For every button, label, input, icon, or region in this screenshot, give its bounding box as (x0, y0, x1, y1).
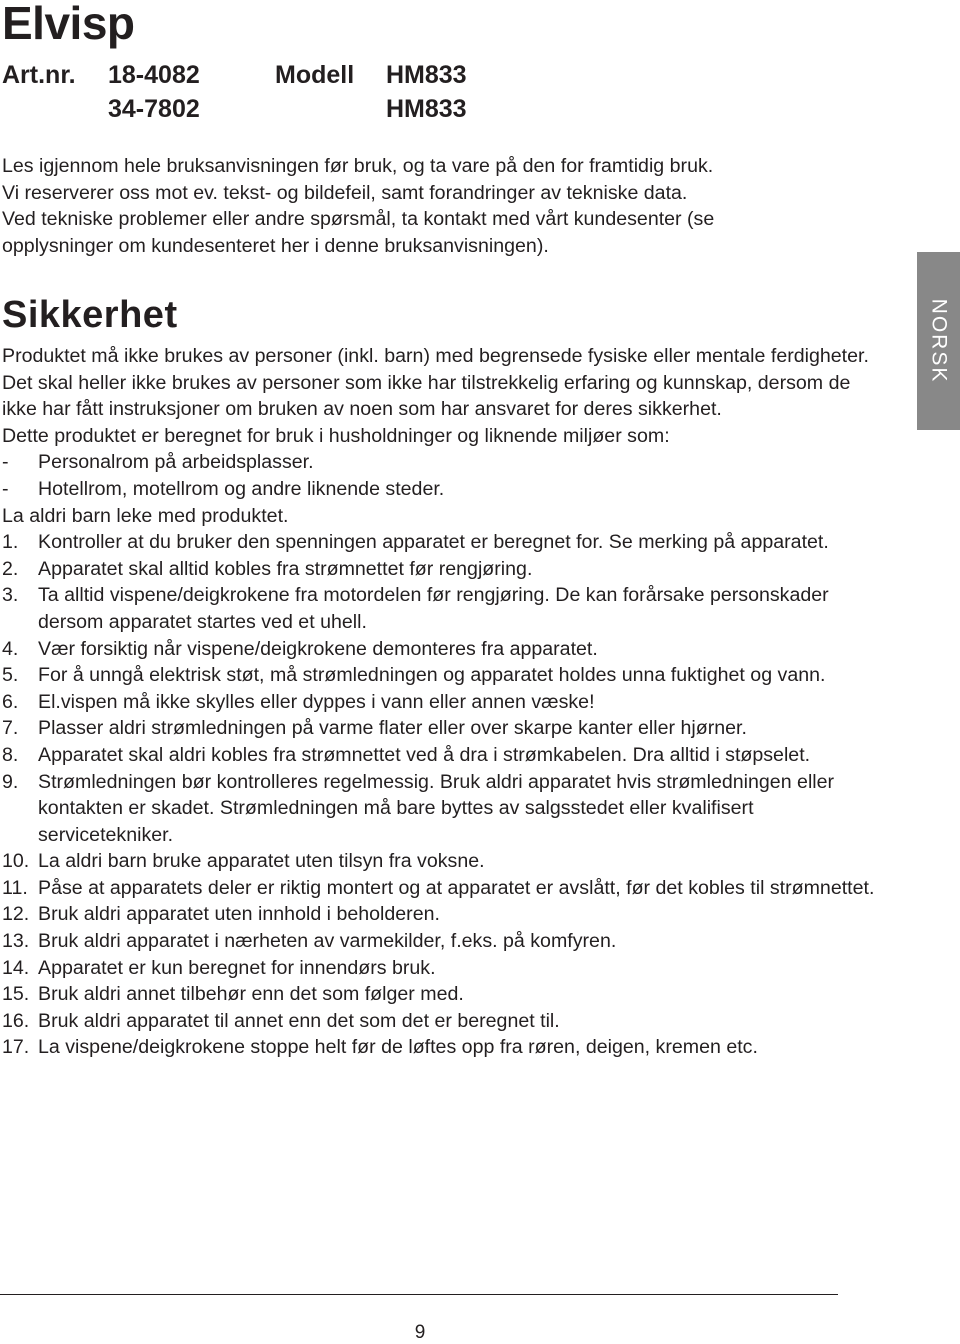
rule-item (2, 1008, 882, 1035)
rule-text: Apparatet skal aldri kobles fra strømnettet ved å dra i strømkabelen. Dra alltid i støpselet. (38, 743, 811, 766)
intro-text (2, 153, 882, 259)
model-label: Modell (275, 61, 355, 89)
safety-section (2, 343, 882, 1061)
art-number: 18-4082 (108, 61, 200, 89)
rule-number: 13. (2, 930, 30, 953)
rule-item (2, 955, 882, 982)
rule-item (2, 901, 882, 928)
rule-item (2, 662, 882, 689)
rule-text: Apparatet er kun beregnet for innendørs bruk. (38, 956, 436, 979)
rule-number: 16. (2, 1009, 30, 1032)
rule-number: 3. (2, 584, 19, 607)
model-number: HM833 (386, 61, 467, 89)
rule-text: Påse at apparatets deler er riktig montert og at apparatet er avslått, før det kobles til strømnettet. (38, 876, 875, 899)
rule-text: Bruk aldri annet tilbehør enn det som følger med. (38, 983, 464, 1006)
rule-item (2, 636, 882, 663)
section-heading: Sikkerhet (2, 294, 178, 336)
rule-number: 5. (2, 664, 19, 687)
rule-text: Vær forsiktig når vispene/deigkrokene demonteres fra apparatet. (38, 637, 598, 660)
rule-text: Plasser aldri strømledningen på varme flater eller over skarpe kanter eller hjørner. (38, 717, 747, 740)
rule-number: 9. (2, 770, 19, 793)
dash-list-text: Personalrom på arbeidsplasser. (38, 451, 314, 474)
dash-marker: - (2, 451, 9, 474)
rule-number: 6. (2, 690, 19, 713)
rule-item (2, 875, 882, 902)
document-title: Elvisp (2, 0, 135, 49)
art-number-label: Art.nr. (2, 61, 76, 89)
language-tab (917, 252, 960, 430)
children-warning: La aldri barn leke med produktet. (2, 504, 289, 527)
dash-marker: - (2, 477, 9, 500)
rule-item (2, 742, 882, 769)
intro-line: Ved tekniske problemer eller andre spørsmål, ta kontakt med vårt kundesenter (se (2, 208, 715, 230)
rule-number: 4. (2, 637, 19, 660)
rule-item (2, 529, 882, 556)
page-number: 9 (414, 1322, 426, 1343)
rule-item (2, 981, 882, 1008)
safety-rules-list (2, 529, 882, 1061)
intro-line: opplysninger om kundesenteret her i denne bruksanvisningen). (2, 234, 549, 257)
rule-item (2, 715, 882, 742)
rule-text: Bruk aldri apparatet til annet enn det som det er beregnet til. (38, 1009, 560, 1032)
rule-text: Bruk aldri apparatet uten innhold i beholderen. (38, 903, 440, 926)
rule-number: 8. (2, 743, 19, 766)
art-number: 34-7802 (108, 95, 200, 123)
dash-list-item (2, 476, 882, 503)
rule-text: El.vispen må ikke skylles eller dyppes i vann eller annen væske! (38, 690, 595, 713)
intro-line: Les igjennom hele bruksanvisningen før bruk, og ta vare på den for framtidig bruk. (2, 155, 714, 177)
rule-number: 11. (2, 876, 28, 899)
rule-number: 12. (2, 903, 30, 926)
rule-number: 10. (2, 850, 30, 873)
rule-item (2, 689, 882, 716)
model-number: HM833 (386, 95, 467, 123)
rule-item (2, 556, 882, 583)
rule-text: Kontroller at du bruker den spenningen apparatet er beregnet for. Se merking på apparatet. (38, 531, 829, 554)
dash-list-text: Hotellrom, motellrom og andre liknende steder. (38, 477, 445, 500)
rule-item (2, 769, 882, 849)
rule-text: La aldri barn bruke apparatet uten tilsyn fra voksne. (38, 850, 485, 873)
rule-text: La vispene/deigkrokene stoppe helt før de løftes opp fra røren, deigen, kremen etc. (38, 1036, 758, 1059)
rule-text: For å unngå elektrisk støt, må strømledningen og apparatet holdes unna fuktighet og vann. (38, 664, 826, 687)
rule-number: 14. (2, 956, 30, 979)
rule-item (2, 928, 882, 955)
usage-paragraph: Dette produktet er beregnet for bruk i husholdninger og liknende miljøer som: (2, 424, 670, 447)
rule-number: 17. (2, 1036, 30, 1059)
language-tab-label: NORSK (927, 298, 951, 384)
rule-item (2, 582, 882, 635)
rule-text: Apparatet skal alltid kobles fra strømnettet før rengjøring. (38, 557, 533, 580)
footer-divider (0, 1294, 838, 1295)
rule-text: Strømledningen bør kontrolleres regelmessig. Bruk aldri apparatet hvis strømledningen eller kontakten er skadet. Strømledningen må bare byttes av salgsstedet eller kvalifisert servicetekniker. (38, 770, 835, 846)
rule-item (2, 848, 882, 875)
intro-line: Vi reserverer oss mot ev. tekst- og bildefeil, samt forandringer av tekniske data. (2, 181, 688, 204)
dash-list-item (2, 449, 882, 476)
rule-number: 15. (2, 983, 30, 1006)
rule-number: 7. (2, 717, 19, 740)
rule-item (2, 1034, 882, 1061)
safety-paragraph: Produktet må ikke brukes av personer (inkl. barn) med begrensede fysiske eller mentale ferdigheter. Det skal heller ikke brukes av personer som ikke har tilstrekkelig erfaring og kunnskap, dersom de ikke har fått instruksjoner om bruken av noen som har ansvaret for deres sikkerhet. (2, 345, 869, 421)
rule-text: Bruk aldri apparatet i nærheten av varmekilder, f.eks. på komfyren. (38, 930, 617, 953)
rule-number: 2. (2, 557, 19, 580)
rule-number: 1. (2, 531, 19, 554)
rule-text: Ta alltid vispene/deigkrokene fra motordelen før rengjøring. De kan forårsake personskader dersom apparatet startes ved et uhell. (38, 584, 829, 633)
